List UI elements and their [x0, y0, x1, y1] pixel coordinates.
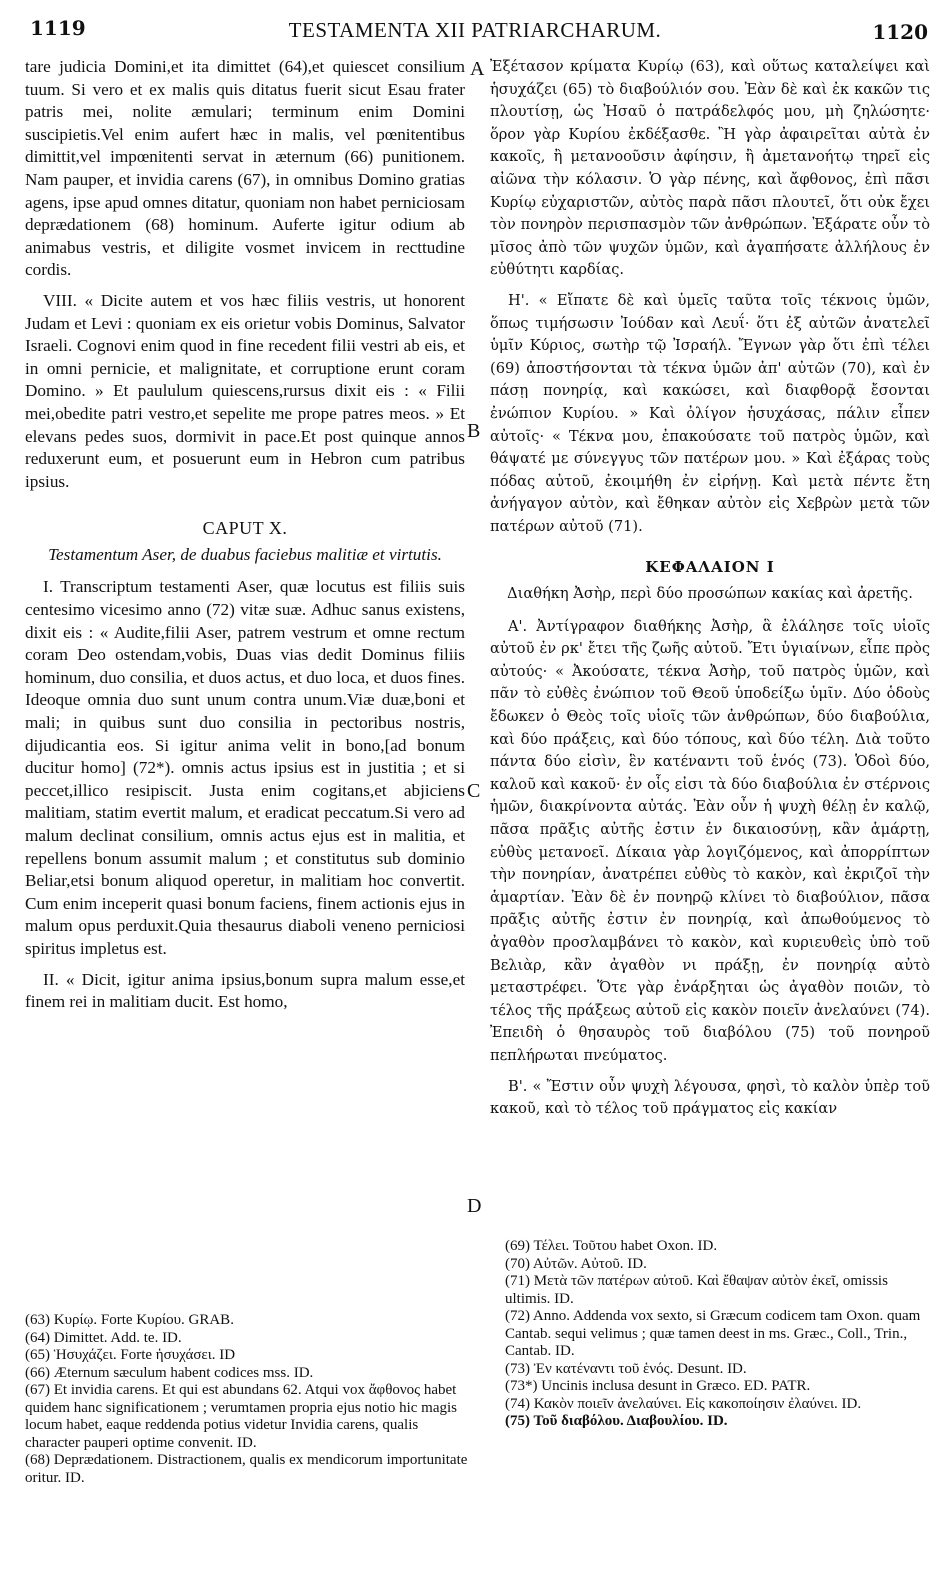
footnote: (68) Deprædationem. Distractionem, qualis ex mendicorum importunitate oritur. ID. [25, 1452, 468, 1486]
footnote: (66) Æternum sæculum habent codices mss. ID. [25, 1364, 314, 1381]
footnote: (73*) Uncinis inclusa desunt in Græco. ED. PATR. [505, 1378, 811, 1394]
latin-paragraph: I. Transcriptum testamenti Aser, quæ locutus est filiis suis centesimo vicesimo anno (72) vitæ suæ. Adhuc sanus existens, dixit eis : « Audite,filii Aser, patrem vestrum et omne rectum coram Deo ostendam,vobis, Duas vias dedit Dominus filiis hominum, duo consilia, et duos actus, et duo loca, et duos fines. Ideoque omnia duo sunt unum contra unum.Viæ duæ,boni et mali; in quibus sunt duo consilia in pectoribus nostris, dijudicantia eos. Si igitur anima velit in bono,[ad bonum ducitur homo] (72*). omnis actus ipsius est in justitia ; et si peccet,illico resipiscit. Justa enim cogitans,et abjiciens malitiam, statim evertit malum, et eradicat peccatum.Si vero ad malum declinat consilium, omnis actus ejus est in malitia, et repellens bonum assumit malum ; et constitutus sub dominio Beliar,etsi bonum aliquod operetur, in malitiam hoc convertit. Cum enim inceperit quasi bonum faciens, finem actionis ejus in malum opus perduxit.Quia thesaurus diaboli veneno perniciosi spiritus impletus est. [25, 577, 465, 958]
footnotes-left [25, 1312, 470, 1487]
footnotes-right [505, 1238, 930, 1431]
footnote: (67) Et invidia carens. Et qui est abundans 62. Atqui vox ἄφθονος habet quidem hanc significationem ; verumtamen propria ejus notio hic magis locum habet, eaque reddenda potius videtur Invidia carens, qualis character pauperi optime convenit. ID. [25, 1382, 457, 1451]
page-number-right: 1120 [872, 20, 928, 44]
greek-paragraph: Ἐξέτασον κρίματα Κυρίῳ (63), καὶ οὕτως καταλείψει καὶ ἡσυχάζει (65) τὸ διαβούλιόν σου. Ἐὰν δὲ καὶ ἐκ κακῶν τις πλουτίσῃ, ὡς Ἠσαῦ ὁ πατράδελφός μου, μὴ ζηλώσητε· ὅρον γὰρ Κυρίου ἐκδέξασθε. Ἢ γὰρ ἀφαιρεῖται αὐτὰ ἐν κακοῖς, ἢ μετανοοῦσιν ἀφίησιν, ἢ ἀμετανοήτῳ τηρεῖ εἰς αἰῶνα τὴν κόλασιν. Ὁ γὰρ πένης, καὶ ἄφθονος, ἐπὶ πᾶσι Κυρίῳ εὐχαριστῶν, αὐτὸς παρὰ πᾶσι πλουτεῖ, ὅτι οὐκ ἔχει τὸν πονηρὸν περισπασμὸν τῶν ἀνθρώπων. Ἐξάρατε οὖν τὸ μῖσος ἀπὸ τῶν ψυχῶν ὑμῶν, καὶ ἀγαπήσατε ἀλλήλους ἐν εὐθύτητι καρδίας. [490, 58, 930, 279]
margin-marker-b: B [467, 420, 481, 442]
footnote: (65) Ἡσυχάζει. Forte ἡσυχάσει. ID [25, 1347, 236, 1363]
footnote: (75) Τοῦ διαβόλου. Διαβουλίου. ID. [505, 1413, 728, 1429]
chapter-subtitle: Testamentum Aser, de duabus faciebus malitiæ et virtutis. [48, 544, 442, 564]
greek-paragraph: Β'. « Ἔστιν οὖν ψυχὴ λέγουσα, φησὶ, τὸ καλὸν ὑπὲρ τοῦ κακοῦ, καὶ τὸ τέλος τοῦ πράγματος εἰς κακίαν [490, 1077, 930, 1118]
chapter-heading: CAPUT X. [202, 518, 288, 539]
footnote: (70) Αὐτῶν. Αὐτοῦ. ID. [505, 1255, 647, 1272]
margin-marker-a: A [470, 58, 485, 80]
margin-marker-d: D [467, 1195, 482, 1217]
margin-marker-c: C [467, 780, 481, 802]
greek-column [490, 56, 930, 1129]
footnote: (74) Κακὸν ποιεῖν ἀνελαύνει. Εἰς κακοποίησιν ἐλαύνει. ID. [505, 1395, 862, 1412]
latin-paragraph: VIII. « Dicite autem et vos hæc filiis vestris, ut honorent Judam et Levi : quoniam ex eis orietur vobis Dominus, Salvator Israeli. Cognovi enim quod in fine recedent filii vestri ab eis, et in omni pernicie, et malignitate, et corruptione erunt coram Domino. » Et paululum quiescens,rursus dixit eis : « Filii mei,obedite patri vestro,et sepelite me prope patres meos. » Et elevans pedes suos, dormivit in pace.Et post quinque annos reduxerunt eum, et posuerunt eum in Hebron cum patribus ipsius. [25, 290, 465, 491]
footnote: (69) Τέλει. Τοῦτου habet Oxon. ID. [505, 1238, 718, 1254]
footnote: (71) Μετὰ τῶν πατέρων αὐτοῦ. Καὶ ἔθαψαν αὐτὸν ἐκεῖ, omissis ultimis. ID. [505, 1273, 888, 1307]
footnote: (73) Ἐν κατέναντι τοῦ ἑνός. Desunt. ID. [505, 1360, 747, 1377]
latin-paragraph: II. « Dicit, igitur anima ipsius,bonum supra malum esse,et finem rei in malitiam ducit. Est homo, [25, 969, 465, 1012]
footnote: (72) Anno. Addenda vox sexto, si Græcum codicem tam Oxon. quam Cantab. sequi velimus ; quæ tamen deest in ms. Græc., Coll., Trin., Cantab. ID. [505, 1308, 921, 1359]
page-header [0, 16, 950, 50]
running-title: TESTAMENTA XII PATRIARCHARUM. [288, 18, 662, 42]
latin-paragraph: tare judicia Domini,et ita dimittet (64),et quiescet consilium tuum. Si vero et ex malis quis ditatus fuerit sicut Esau frater patris mei, nolite æmulari; terminum enim Domini suscipietis.Vel enim aufert hæc in malis, vel pœnitentibus dimittit,vel impœnitenti servat in æternum (66) punitionem. Nam pauper, et invidia carens (67), in omnibus Domino gratias agens, ipse apud omnes ditatur, quoniam non habet perniciosam deprædationem (68) hominum. Auferte igitur odium ab animabus vestris, et diligite vosmet invicem in recttudine cordis. [25, 57, 465, 280]
footnote: (64) Dimittet. Add. te. ID. [25, 1329, 182, 1346]
greek-paragraph: Η'. « Εἴπατε δὲ καὶ ὑμεῖς ταῦτα τοῖς τέκνοις ὑμῶν, ὅπως τιμήσωσιν Ἰούδαν καὶ Λευΐ· ὅτι ἐξ αὐτῶν ἀνατελεῖ ὑμῖν Κύριος, σωτὴρ τῷ Ἰσραήλ. Ἔγνων γὰρ ὅτι ἐπὶ τέλει (69) ἀποστήσονται τὰ τέκνα ὑμῶν ἀπ' αὐτῶν (70), καὶ ἐν πάσῃ πονηρίᾳ, καὶ κακώσει, καὶ διαφθορᾷ ἔσονται ἐνώπιον Κυρίου. » Καὶ ὀλίγον ἡσυχάσας, πάλιν εἶπεν αὐτοῖς· « Τέκνα μου, ἐπακούσατε τοῦ πατρὸς ὑμῶν, καὶ θάψατέ με σύνεγγυς τῶν πατέρων μου. » Καὶ ἐξάρας τοὺς πόδας αὐτοῦ, ἐκοιμήθη ἐν εἰρήνῃ. Καὶ μετὰ πέντε ἔτη ἀνήγαγον αὐτὸν, καὶ ἔθηκαν αὐτὸν εἰς Χεβρὼν μετὰ τῶν πατέρων αὐτοῦ (71). [490, 291, 930, 535]
greek-paragraph: Α'. Ἀντίγραφον διαθήκης Ἀσὴρ, ἃ ἐλάλησε τοῖς υἱοῖς αὐτοῦ ἐν ρκ' ἔτει τῆς ζωῆς αὐτοῦ. Ἔτι ὑγιαίνων, εἶπε πρὸς αὐτούς· « Ἀκούσατε, τέκνα Ἀσὴρ, τοῦ πατρὸς ὑμῶν, καὶ πᾶν τὸ εὐθὲς ἐνώπιον τοῦ Θεοῦ ὑποδείξω ὑμῖν. Δύο ὁδοὺς ἔδωκεν ὁ Θεὸς τοῖς υἱοῖς τῶν ἀνθρώπων, δύο διαβούλια, καὶ δύο πράξεις, καὶ δύο τόπους, καὶ δύο τέλη. Διὰ τοῦτο πάντα δύο εἰσὶν, ἓν κατέναντι τοῦ ἑνός (73). Ὁδοὶ δύο, καλοῦ καὶ κακοῦ· ἐν οἷς εἰσι τὰ δύο διαβούλια ἐν στέρνοις ἡμῶν, διακρίνοντα αὐτάς. Ἐὰν οὖν ἡ ψυχὴ θέλῃ ἐν καλῷ, πᾶσα πρᾶξις αὐτῆς ἐστιν ἐν δικαιοσύνῃ, κἂν ἁμάρτῃ, εὐθὺς μετανοεῖ. Δίκαια γὰρ λογιζόμενος, καὶ ἀπορρίπτων τὴν πονηρίαν, ἀνατρέπει εὐθὺς τὸ κακὸν, καὶ ἐκριζοῖ τὴν ἁμαρτίαν. Ἐὰν δὲ ἐν πονηρῷ κλίνει τὸ διαβούλιον, πᾶσα πρᾶξις αὐτῆς ἐστιν ἐν πονηρίᾳ, καὶ ἀπωθούμενος τὸ ἀγαθὸν προσλαμβάνει τὸ κακὸν, καὶ κυριευθεὶς ὑπὸ τοῦ Βελιὰρ, κἂν ἀγαθὸν νι πράξῃ, ἐν πονηρίᾳ αὐτὸ μεταστρέφει. Ὅτε γὰρ ἐνάρξηται ὡς ἀγαθὸν ποιῶν, τὸ τέλος τῆς πράξεως αὐτοῦ εἰς κακὸν ποιεῖν ἀνελαύνει (74). Ἐπειδὴ ὁ θησαυρὸς τοῦ διαβόλου (75) τοῦ πονηροῦ πεπλήρωται πνεύματος. [490, 617, 930, 1064]
kefalaion-heading: ΚΕΦΑΛΑΙΟΝ Ι [645, 558, 775, 577]
kefalaion-subtitle: Διαθήκη Ἀσὴρ, περὶ δύο προσώπων κακίας καὶ ἀρετῆς. [507, 585, 913, 603]
latin-column [25, 56, 465, 1022]
page-number-left: 1119 [30, 16, 86, 40]
footnote: (63) Κυρίῳ. Forte Κυρίου. GRAB. [25, 1312, 234, 1328]
